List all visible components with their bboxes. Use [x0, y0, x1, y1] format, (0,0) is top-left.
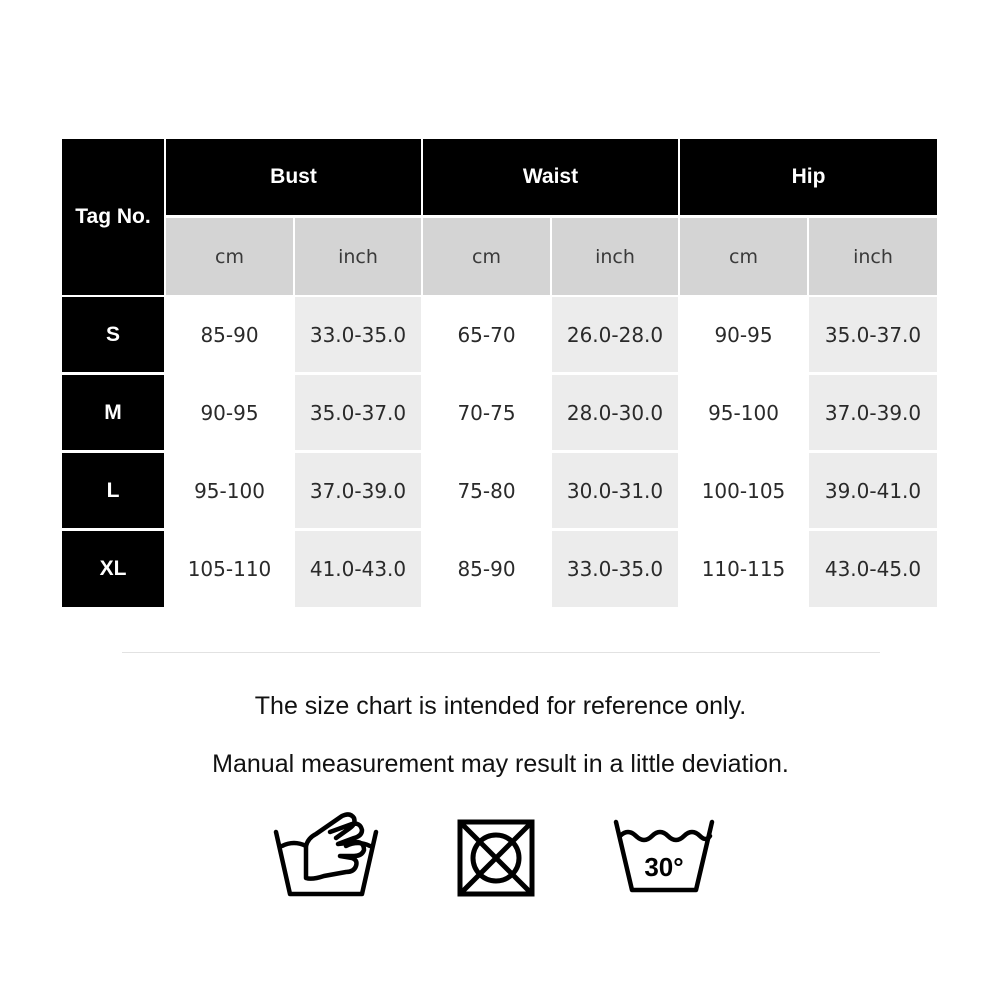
tag-l: L [62, 453, 164, 528]
deviation-note: Manual measurement may result in a little deviation. [212, 750, 789, 778]
table-cell: 110-115 [680, 531, 807, 607]
table-cell: 41.0-43.0 [295, 531, 421, 607]
waist-header: Waist [423, 139, 678, 215]
table-cell: 75-80 [423, 453, 550, 528]
table-cell: 30.0-31.0 [552, 453, 678, 528]
unit-header: cm [680, 218, 807, 295]
table-cell: 100-105 [680, 453, 807, 528]
size-chart-table [62, 139, 937, 609]
unit-header: inch [552, 218, 678, 295]
wash-temperature: 30° [644, 852, 684, 882]
table-cell: 65-70 [423, 297, 550, 372]
tag-s: S [62, 297, 164, 372]
table-cell: 37.0-39.0 [295, 453, 421, 528]
table-cell: 33.0-35.0 [552, 531, 678, 607]
tag-no-header: Tag No. [62, 139, 164, 295]
table-cell: 105-110 [166, 531, 293, 607]
table-cell: 37.0-39.0 [809, 375, 937, 450]
table-cell: 39.0-41.0 [809, 453, 937, 528]
bust-header: Bust [166, 139, 421, 215]
tag-m: M [62, 375, 164, 450]
table-cell: 90-95 [680, 297, 807, 372]
table-cell: 95-100 [680, 375, 807, 450]
table-cell: 26.0-28.0 [552, 297, 678, 372]
table-cell: 95-100 [166, 453, 293, 528]
hand-wash-icon [272, 806, 380, 898]
table-cell: 85-90 [166, 297, 293, 372]
unit-header: inch [295, 218, 421, 295]
reference-note: The size chart is intended for reference only. [254, 692, 747, 720]
unit-header: cm [166, 218, 293, 295]
unit-header: cm [423, 218, 550, 295]
table-cell: 70-75 [423, 375, 550, 450]
table-cell: 28.0-30.0 [552, 375, 678, 450]
tag-xl: XL [62, 531, 164, 607]
table-cell: 43.0-45.0 [809, 531, 937, 607]
hip-header: Hip [680, 139, 937, 215]
divider [122, 652, 880, 653]
table-cell: 85-90 [423, 531, 550, 607]
table-cell: 90-95 [166, 375, 293, 450]
table-cell: 35.0-37.0 [809, 297, 937, 372]
do-not-tumble-dry-icon [456, 818, 536, 898]
unit-header: inch [809, 218, 937, 295]
table-cell: 35.0-37.0 [295, 375, 421, 450]
table-cell: 33.0-35.0 [295, 297, 421, 372]
machine-wash-30-icon [612, 818, 716, 894]
